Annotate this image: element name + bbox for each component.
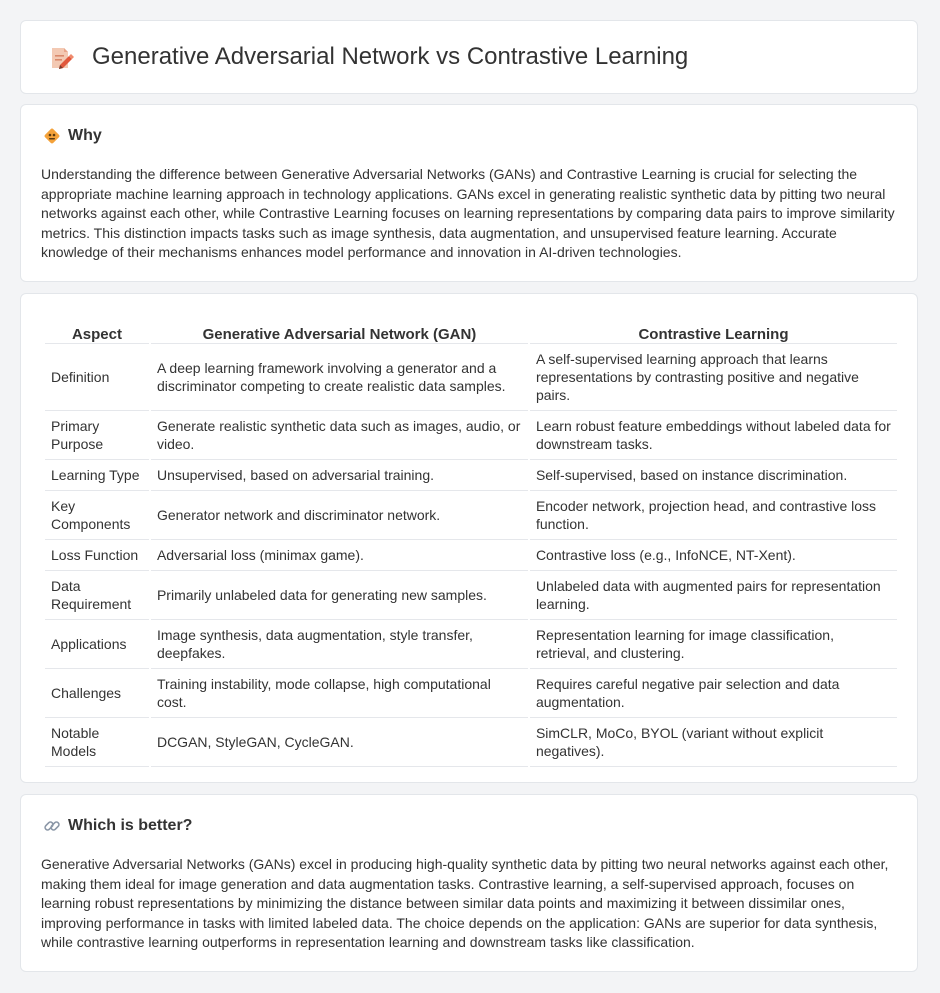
aspect-cell: Definition xyxy=(45,344,149,411)
page-title: Generative Adversarial Network vs Contrastive Learning xyxy=(92,43,689,70)
gan-cell: Image synthesis, data augmentation, style transfer, deepfakes. xyxy=(151,620,528,669)
gan-cell: Primarily unlabeled data for generating new samples. xyxy=(151,571,528,620)
gan-cell: Generate realistic synthetic data such as images, audio, or video. xyxy=(151,411,528,460)
header-contrastive: Contrastive Learning xyxy=(530,314,897,344)
table-row xyxy=(45,620,897,669)
aspect-cell: Key Components xyxy=(45,491,149,540)
contrastive-cell: Contrastive loss (e.g., InfoNCE, NT-Xent). xyxy=(530,540,897,571)
table-row xyxy=(45,718,897,767)
gan-cell: A deep learning framework involving a generator and a discriminator competing to create realistic data samples. xyxy=(151,344,528,411)
gan-cell: DCGAN, StyleGAN, CycleGAN. xyxy=(151,718,528,767)
aspect-cell: Learning Type xyxy=(45,460,149,491)
gan-cell: Training instability, mode collapse, high computational cost. xyxy=(151,669,528,718)
table-row xyxy=(45,411,897,460)
comparison-card xyxy=(20,293,918,783)
table-header-row xyxy=(45,314,897,344)
header-gan: Generative Adversarial Network (GAN) xyxy=(151,314,528,344)
contrastive-cell: A self-supervised learning approach that learns representations by contrasting positive and negative pairs. xyxy=(530,344,897,411)
contrastive-cell: Unlabeled data with augmented pairs for representation learning. xyxy=(530,571,897,620)
contrastive-cell: Requires careful negative pair selection and data augmentation. xyxy=(530,669,897,718)
aspect-cell: Data Requirement xyxy=(45,571,149,620)
title-card xyxy=(20,20,918,94)
contrastive-cell: Representation learning for image classification, retrieval, and clustering. xyxy=(530,620,897,669)
diamond-warning-icon xyxy=(43,127,61,145)
table-row xyxy=(45,669,897,718)
aspect-cell: Notable Models xyxy=(45,718,149,767)
which-is-better-section xyxy=(20,794,918,972)
aspect-cell: Challenges xyxy=(45,669,149,718)
contrastive-cell: Encoder network, projection head, and contrastive loss function. xyxy=(530,491,897,540)
table-row xyxy=(45,344,897,411)
gan-cell: Generator network and discriminator network. xyxy=(151,491,528,540)
table-row xyxy=(45,571,897,620)
table-row xyxy=(45,491,897,540)
better-heading: Which is better? xyxy=(68,817,193,834)
comparison-table xyxy=(43,314,899,767)
link-icon xyxy=(43,817,61,835)
table-row xyxy=(45,540,897,571)
gan-cell: Adversarial loss (minimax game). xyxy=(151,540,528,571)
why-heading: Why xyxy=(68,127,102,144)
aspect-cell: Primary Purpose xyxy=(45,411,149,460)
aspect-cell: Loss Function xyxy=(45,540,149,571)
why-text: Understanding the difference between Generative Adversarial Networks (GANs) and Contrastive Learning is crucial for selecting the appropriate machine learning approach in technology applications. GANs excel in generating realistic synthetic data by pitting two neural networks against each other, while Contrastive Learning focuses on learning representations by comparing data pairs to improve similarity metrics. This distinction impacts tasks such as image synthesis, data augmentation, and unsupervised feature learning. Accurate knowledge of their mechanisms enhances model performance and innovation in AI-driven technologies. xyxy=(41,166,895,261)
header-aspect: Aspect xyxy=(45,314,149,344)
gan-cell: Unsupervised, based on adversarial training. xyxy=(151,460,528,491)
contrastive-cell: Learn robust feature embeddings without labeled data for downstream tasks. xyxy=(530,411,897,460)
better-text: Generative Adversarial Networks (GANs) excel in producing high-quality synthetic data by pitting two neural networks against each other, making them ideal for image generation and data augmentation tasks. Contrastive learning, a self-supervised approach, focuses on learning robust representations by minimizing the distance between similar data points and maximizing it between dissimilar ones, improving performance in tasks with limited labeled data. The choice depends on the application: GANs are superior for data synthesis, while contrastive learning outperforms in representation learning and downstream tasks like classification. xyxy=(41,856,889,951)
contrastive-cell: SimCLR, MoCo, BYOL (variant without explicit negatives). xyxy=(530,718,897,767)
document-pencil-icon xyxy=(48,45,74,71)
table-row xyxy=(45,460,897,491)
aspect-cell: Applications xyxy=(45,620,149,669)
contrastive-cell: Self-supervised, based on instance discrimination. xyxy=(530,460,897,491)
why-section xyxy=(20,104,918,282)
